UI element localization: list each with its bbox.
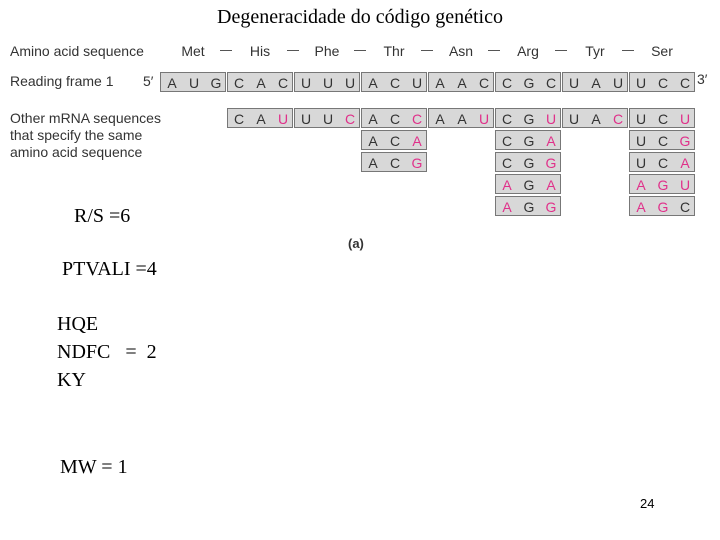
reading-frame-codon [361, 72, 427, 92]
changed-base: C [344, 111, 356, 127]
changed-base: C [612, 111, 624, 127]
other-sequences-label-line: that specify the same [10, 127, 143, 143]
changed-base: G [411, 155, 423, 171]
base: A [368, 155, 378, 171]
changed-base: G [545, 199, 557, 215]
page-number: 24 [640, 496, 655, 511]
changed-base: A [636, 177, 646, 193]
base: U [300, 111, 312, 127]
changed-base: U [545, 111, 557, 127]
base: C [233, 75, 245, 91]
changed-base: U [679, 111, 691, 127]
note-mw: MW = 1 [60, 456, 128, 478]
alternative-codon [495, 152, 561, 172]
three-prime-label: 3′ [697, 71, 708, 87]
note-rs: R/S =6 [74, 205, 131, 227]
changed-base: A [502, 177, 512, 193]
base: A [368, 133, 378, 149]
note-ptvali: PTVALI =4 [62, 258, 157, 280]
base: C [679, 75, 691, 91]
base: U [635, 75, 647, 91]
base: U [635, 155, 647, 171]
base: U [322, 111, 334, 127]
alternative-codon [495, 130, 561, 150]
alternative-codon [495, 108, 561, 128]
amino-acid-label: Thr [383, 43, 405, 59]
figure-caption: (a) [348, 236, 364, 251]
changed-base: C [411, 111, 423, 127]
base: A [435, 111, 445, 127]
alternative-codon [227, 108, 293, 128]
changed-base: G [679, 133, 691, 149]
base: A [457, 111, 467, 127]
base: C [501, 75, 513, 91]
base: G [523, 111, 535, 127]
base: U [635, 111, 647, 127]
other-sequences-label-line: Other mRNA sequences [10, 110, 161, 126]
changed-base: U [679, 177, 691, 193]
alternative-codon [495, 174, 561, 194]
base: A [256, 111, 266, 127]
alternative-codon [629, 196, 695, 216]
base: A [368, 75, 378, 91]
base: C [389, 75, 401, 91]
base: C [679, 199, 691, 215]
base: C [389, 133, 401, 149]
base: U [300, 75, 312, 91]
base: C [657, 111, 669, 127]
base: G [523, 133, 535, 149]
base: C [657, 133, 669, 149]
slide-title: Degeneracidade do código genético [217, 6, 503, 28]
amino-acid-label: Asn [448, 43, 474, 59]
base: A [591, 75, 601, 91]
alternative-codon [629, 108, 695, 128]
changed-base: U [277, 111, 289, 127]
alternative-codon [361, 152, 427, 172]
base: U [612, 75, 624, 91]
other-sequences-label-line: amino acid sequence [10, 144, 143, 160]
amino-acid-label: Arg [517, 43, 539, 59]
reading-frame-label: Reading frame 1 [10, 73, 114, 89]
amino-acid-sequence-label: Amino acid sequence [10, 43, 144, 59]
changed-base: A [546, 133, 556, 149]
alternative-codon [562, 108, 628, 128]
amino-acid-label: Phe [314, 43, 340, 59]
base: U [568, 111, 580, 127]
alternative-codon [629, 152, 695, 172]
base: G [523, 75, 535, 91]
changed-base: A [680, 155, 690, 171]
base: C [389, 111, 401, 127]
base: C [233, 111, 245, 127]
reading-frame-codon [160, 72, 226, 92]
alternative-codon [629, 174, 695, 194]
reading-frame-codon [629, 72, 695, 92]
base: G [523, 155, 535, 171]
changed-base: G [545, 155, 557, 171]
amino-acid-label: Met [181, 43, 205, 59]
amino-acid-label: Tyr [585, 43, 605, 59]
changed-base: A [546, 177, 556, 193]
base: C [277, 75, 289, 91]
base: A [167, 75, 177, 91]
reading-frame-codon [428, 72, 494, 92]
base: U [188, 75, 200, 91]
alternative-codon [361, 130, 427, 150]
base: C [501, 133, 513, 149]
base: C [657, 75, 669, 91]
changed-base: A [412, 133, 422, 149]
reading-frame-codon [227, 72, 293, 92]
alternative-codon [294, 108, 360, 128]
base: C [478, 75, 490, 91]
base: C [501, 111, 513, 127]
amino-acid-label: Ser [651, 43, 673, 59]
base: G [523, 199, 535, 215]
base: C [657, 155, 669, 171]
changed-base: G [657, 199, 669, 215]
base: G [523, 177, 535, 193]
alternative-codon [428, 108, 494, 128]
base: U [344, 75, 356, 91]
alternative-codon [629, 130, 695, 150]
base: C [501, 155, 513, 171]
base: U [635, 133, 647, 149]
base: C [545, 75, 557, 91]
alternative-codon [495, 196, 561, 216]
base: C [389, 155, 401, 171]
base: G [210, 75, 222, 91]
reading-frame-codon [495, 72, 561, 92]
five-prime-label: 5′ [143, 73, 154, 89]
changed-base: U [478, 111, 490, 127]
changed-base: A [636, 199, 646, 215]
changed-base: A [502, 199, 512, 215]
alternative-codon [361, 108, 427, 128]
changed-base: G [657, 177, 669, 193]
base: U [411, 75, 423, 91]
base: A [256, 75, 266, 91]
other-sequences-label [10, 110, 161, 161]
amino-acid-label: His [249, 43, 271, 59]
base: A [591, 111, 601, 127]
base: A [368, 111, 378, 127]
reading-frame-codon [562, 72, 628, 92]
base: A [435, 75, 445, 91]
note-hqe-ndfc-ky: HQE NDFC = 2 KY [57, 313, 157, 391]
base: U [568, 75, 580, 91]
base: U [322, 75, 334, 91]
base: A [457, 75, 467, 91]
reading-frame-codon [294, 72, 360, 92]
